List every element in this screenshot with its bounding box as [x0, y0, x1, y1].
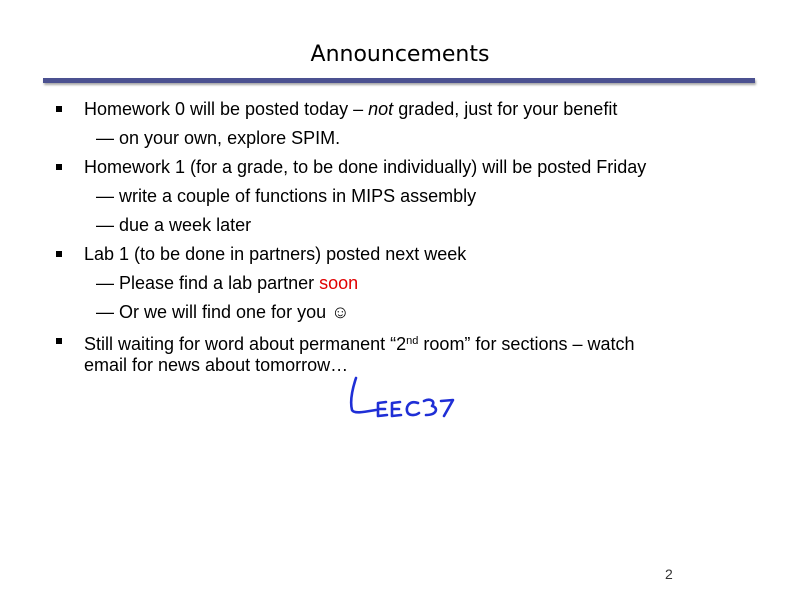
slide-title: Announcements [310, 42, 490, 67]
text-segment: — Please find a lab partner [96, 273, 320, 293]
sub-item-assign-partner [96, 301, 349, 323]
text-segment: — Or we will find one for you [96, 302, 332, 322]
sub-item-mips-functions: — write a couple of functions in MIPS assembly [96, 186, 477, 206]
bullet-second-room-continued: email for news about tomorrow… [84, 355, 349, 375]
highlight-soon: soon [319, 273, 359, 293]
bullet-marker [56, 164, 62, 170]
handwritten-eec37-annotation [340, 370, 470, 426]
bullet-marker [56, 338, 62, 344]
bullet-second-room [84, 330, 635, 355]
bullet-marker [56, 251, 62, 257]
title-underline-bar [43, 78, 755, 83]
text-segment: Homework 0 will be posted today – [84, 99, 369, 119]
superscript-nd: nd [406, 335, 419, 347]
bullet-marker [56, 106, 62, 112]
sub-item-find-partner [96, 272, 358, 294]
italic-not: not [368, 99, 394, 119]
sub-item-explore-spim: — on your own, explore SPIM. [96, 128, 341, 148]
page-number: 2 [665, 566, 673, 582]
sub-item-due-date: — due a week later [96, 215, 252, 235]
text-segment: room” for sections – watch [418, 334, 635, 354]
bullet-homework-0 [84, 98, 617, 120]
text-segment: Still waiting for word about permanent “2 [84, 334, 407, 354]
bullet-homework-1: Homework 1 (for a grade, to be done individually) will be posted Friday [84, 157, 647, 177]
text-segment: graded, just for your benefit [393, 99, 618, 119]
bullet-lab-1: Lab 1 (to be done in partners) posted next week [84, 244, 467, 264]
smiley-icon: ☺ [331, 302, 350, 322]
